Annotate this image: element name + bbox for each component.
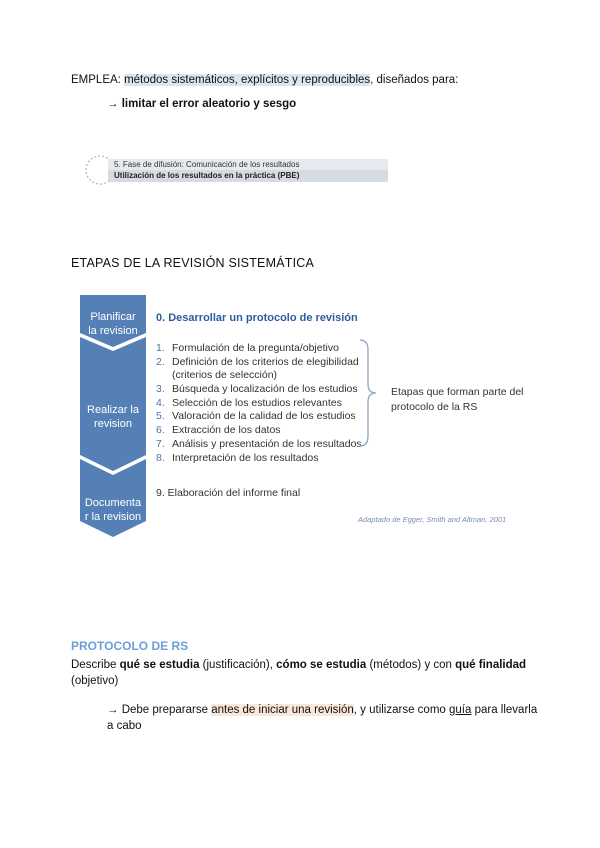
step-item: 3. Búsqueda y localización de los estudios [156,383,358,395]
step-9: 9. Elaboración del informe final [156,487,301,499]
protocolo-p1: Describe qué se estudia (justificación), cómo se estudia (métodos) y con qué finalidad [71,659,527,671]
step-item: (criterios de selección) [172,369,278,381]
brace-note: Etapas que forman parte del protocolo de la RS [391,386,524,413]
intro-highlight: métodos sistemáticos, explícitos y reproducibles [124,74,371,86]
protocolo-title: PROTOCOLO DE RS [71,639,189,653]
step-0: 0. Desarrollar un protocolo de revisión [156,312,358,324]
phase-planificar: Planificar la revision [88,311,138,337]
intro-arrow-line: → limitar el error aleatorio y sesgo [107,98,297,110]
step-item: 8. Interpretación de los resultados [156,452,319,464]
protocolo-p2: → Debe prepararse antes de iniciar una revisión, y utilizarse como guía para llevarla [107,704,538,716]
step-item: 2. Definición de los criterios de elegibilidad [156,356,359,368]
protocolo-p2-cont: a cabo [107,720,142,732]
intro-prefix: EMPLEA: [71,74,125,86]
step-item: 1. Formulación de la pregunta/objetivo [156,342,339,354]
step-item: 6. Extracción de los datos [156,424,281,436]
step-item: 5. Valoración de la calidad de los estudios [156,410,356,422]
intro-suffix: , diseñados para: [370,74,459,86]
fase-line2: Utilización de los resultados en la práctica (PBE) [114,171,300,180]
step-item: 4. Selección de los estudios relevantes [156,397,342,409]
fase-line1: 5. Fase de difusión: Comunicación de los resultados [114,160,300,169]
phase-documentar: Documenta r la revision [84,497,142,523]
credit: Adaptado de Egger, Smith and Altman, 2001 [358,515,507,524]
curly-brace-icon [358,338,382,448]
protocolo-p1-cont: (objetivo) [71,675,119,687]
intro-line [71,73,458,88]
step-item: 7. Análisis y presentación de los resultados [156,438,362,450]
phase-realizar: Realizar la revision [87,404,139,430]
etapas-title: ETAPAS DE LA REVISIÓN SISTEMÁTICA [71,256,315,270]
